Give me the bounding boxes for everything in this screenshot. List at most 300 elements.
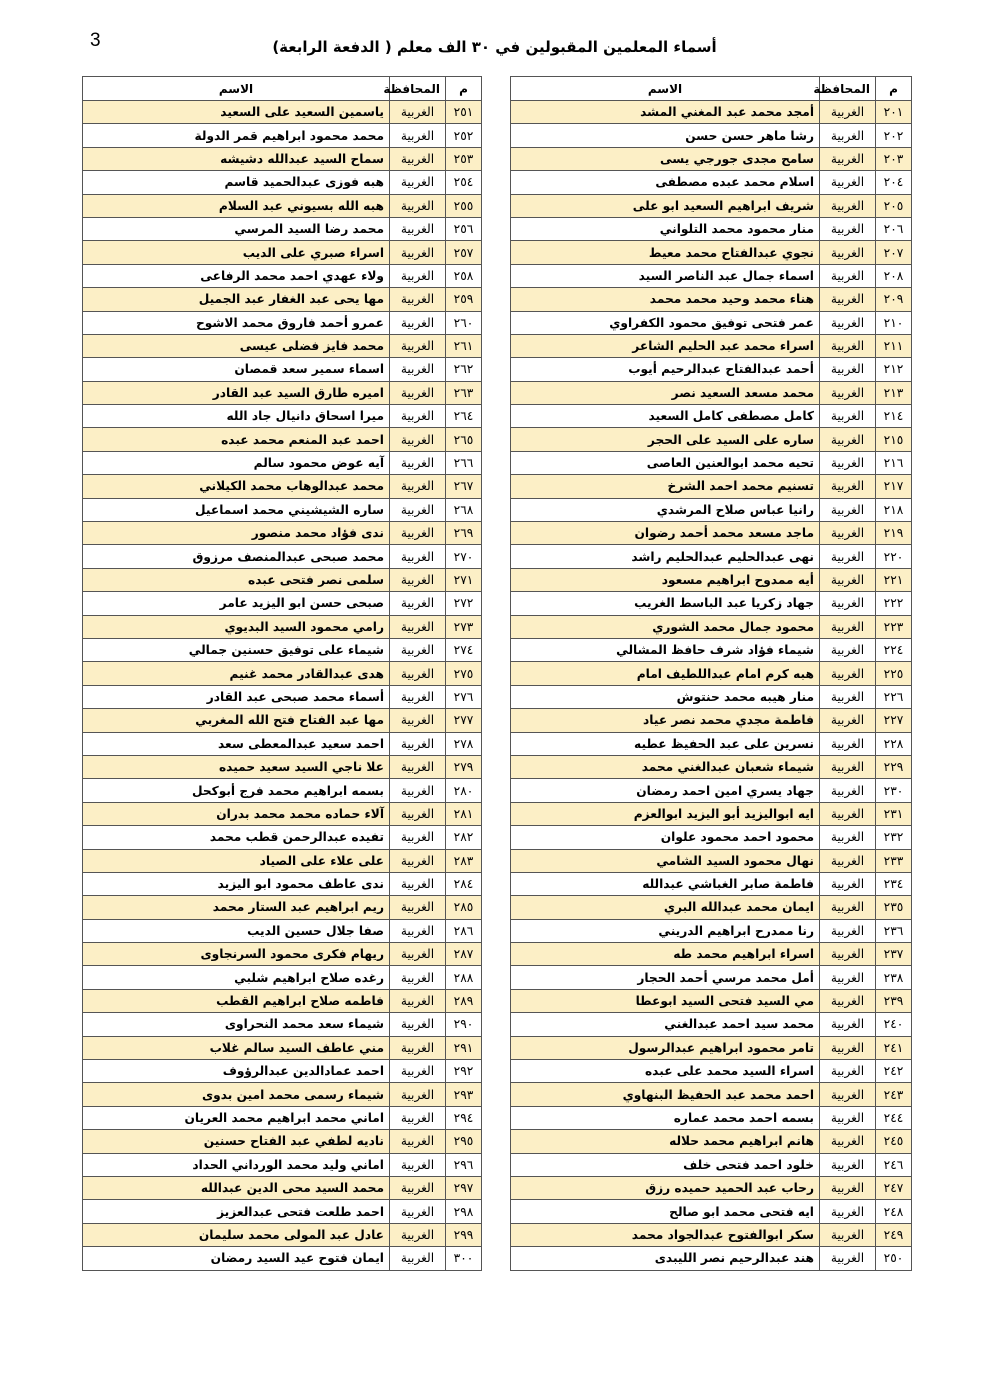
row-number: ٢٧٣ bbox=[446, 615, 482, 638]
table-row bbox=[83, 615, 482, 638]
row-number: ٢١٥ bbox=[876, 428, 912, 451]
row-name: مها يحى عبد الغفار عبد الجميل bbox=[83, 288, 390, 311]
table-row bbox=[511, 896, 912, 919]
table-row bbox=[511, 989, 912, 1012]
row-governorate: الغربية bbox=[820, 545, 876, 568]
row-name: منار هيبه محمد حنتوش bbox=[511, 685, 820, 708]
row-name: جهاد يسري امين احمد رمضان bbox=[511, 779, 820, 802]
row-governorate: الغربية bbox=[820, 1176, 876, 1199]
row-name: عادل عبد المولى محمد سليمان bbox=[83, 1223, 390, 1246]
table-row bbox=[511, 1247, 912, 1270]
row-number: ٢٠٧ bbox=[876, 241, 912, 264]
table-row bbox=[83, 919, 482, 942]
row-name: أمجد محمد عبد المغني المشد bbox=[511, 101, 820, 124]
row-number: ٢٤٦ bbox=[876, 1153, 912, 1176]
header-governorate: المحافظة bbox=[390, 77, 446, 101]
row-number: ٢٦٩ bbox=[446, 522, 482, 545]
row-name: ريهام فكرى محمود السرنجاوى bbox=[83, 943, 390, 966]
row-number: ٢٨٩ bbox=[446, 989, 482, 1012]
row-governorate: الغربية bbox=[820, 709, 876, 732]
row-governorate: الغربية bbox=[820, 1153, 876, 1176]
row-name: هبه فوزى عبدالحميد قاسم bbox=[83, 171, 390, 194]
row-governorate: الغربية bbox=[820, 872, 876, 895]
row-number: ٢٣٦ bbox=[876, 919, 912, 942]
row-governorate: الغربية bbox=[390, 1176, 446, 1199]
row-number: ٢٩٥ bbox=[446, 1130, 482, 1153]
row-governorate: الغربية bbox=[390, 241, 446, 264]
table-row bbox=[83, 755, 482, 778]
table-row bbox=[511, 943, 912, 966]
row-number: ٢٨٧ bbox=[446, 943, 482, 966]
row-governorate: الغربية bbox=[390, 264, 446, 287]
row-name: رغده صلاح ابراهيم شلبي bbox=[83, 966, 390, 989]
header-name: الاسم bbox=[511, 77, 820, 101]
row-number: ٢٩٢ bbox=[446, 1060, 482, 1083]
row-number: ٢٠٥ bbox=[876, 194, 912, 217]
row-governorate: الغربية bbox=[390, 124, 446, 147]
row-governorate: الغربية bbox=[820, 1060, 876, 1083]
table-row bbox=[511, 1200, 912, 1223]
row-number: ٢٢٤ bbox=[876, 638, 912, 661]
row-number: ٢٥٨ bbox=[446, 264, 482, 287]
row-number: ٢٢٣ bbox=[876, 615, 912, 638]
row-number: ٢٢١ bbox=[876, 568, 912, 591]
table-row bbox=[83, 896, 482, 919]
row-name: أحمد عبدالفتاح عبدالرحيم أيوب bbox=[511, 358, 820, 381]
row-name: محمود جمال محمد الشوري bbox=[511, 615, 820, 638]
row-governorate: الغربية bbox=[820, 522, 876, 545]
row-governorate: الغربية bbox=[820, 849, 876, 872]
row-name: ايه فتحى محمد ابو صالح bbox=[511, 1200, 820, 1223]
row-name: ساره الشيشيني محمد اسماعيل bbox=[83, 498, 390, 521]
row-governorate: الغربية bbox=[390, 826, 446, 849]
row-number: ٢٦٣ bbox=[446, 381, 482, 404]
row-governorate: الغربية bbox=[390, 194, 446, 217]
row-name: آلاء حماده محمد محمد بدران bbox=[83, 802, 390, 825]
row-number: ٢٦٨ bbox=[446, 498, 482, 521]
row-governorate: الغربية bbox=[390, 896, 446, 919]
row-number: ٢٤٤ bbox=[876, 1106, 912, 1129]
row-governorate: الغربية bbox=[390, 779, 446, 802]
table-row bbox=[511, 288, 912, 311]
row-name: اسراء محمد عبد الحليم الشاعر bbox=[511, 334, 820, 357]
row-number: ٢٠٤ bbox=[876, 171, 912, 194]
row-governorate: الغربية bbox=[820, 568, 876, 591]
table-row bbox=[511, 732, 912, 755]
row-governorate: الغربية bbox=[820, 779, 876, 802]
row-governorate: الغربية bbox=[820, 662, 876, 685]
row-name: محمد رضا السيد المرسي bbox=[83, 217, 390, 240]
table-row bbox=[83, 171, 482, 194]
row-name: اسماء سمير سعد قمصان bbox=[83, 358, 390, 381]
row-governorate: الغربية bbox=[390, 755, 446, 778]
table-row bbox=[83, 709, 482, 732]
row-name: أسماء محمد صبحى عبد القادر bbox=[83, 685, 390, 708]
row-number: ٢١٠ bbox=[876, 311, 912, 334]
row-number: ٢٩٧ bbox=[446, 1176, 482, 1199]
row-name: ولاء عهدي احمد محمد الرفاعى bbox=[83, 264, 390, 287]
row-governorate: الغربية bbox=[820, 428, 876, 451]
row-number: ٢١٣ bbox=[876, 381, 912, 404]
row-name: ايمان فتوح عيد السيد رمضان bbox=[83, 1247, 390, 1270]
table-row bbox=[511, 919, 912, 942]
row-name: ياسمين السعيد على السعيد bbox=[83, 101, 390, 124]
row-number: ٢٩٤ bbox=[446, 1106, 482, 1129]
row-name: فاطمة مجدي محمد نصر عياد bbox=[511, 709, 820, 732]
table-row bbox=[511, 592, 912, 615]
row-name: ريم ابراهيم عبد الستار محمد bbox=[83, 896, 390, 919]
row-number: ٢٥٥ bbox=[446, 194, 482, 217]
table-row bbox=[511, 194, 912, 217]
header-num: م bbox=[876, 77, 912, 101]
row-name: شيماء سعد محمد النحراوى bbox=[83, 1013, 390, 1036]
row-number: ٢٠١ bbox=[876, 101, 912, 124]
header-row bbox=[511, 77, 912, 101]
row-governorate: الغربية bbox=[820, 1036, 876, 1059]
row-governorate: الغربية bbox=[820, 475, 876, 498]
row-number: ٢١١ bbox=[876, 334, 912, 357]
row-name: اماني محمد ابراهيم محمد العريان bbox=[83, 1106, 390, 1129]
table-row bbox=[83, 194, 482, 217]
row-governorate: الغربية bbox=[390, 919, 446, 942]
row-name: هبه الله بسيوني عبد السلام bbox=[83, 194, 390, 217]
row-number: ٢٧٢ bbox=[446, 592, 482, 615]
row-name: ايمان محمد عبدالله البري bbox=[511, 896, 820, 919]
row-governorate: الغربية bbox=[820, 802, 876, 825]
row-governorate: الغربية bbox=[820, 989, 876, 1012]
row-number: ٢٣٨ bbox=[876, 966, 912, 989]
row-governorate: الغربية bbox=[390, 1013, 446, 1036]
table-row bbox=[511, 568, 912, 591]
page-number: 3 bbox=[90, 30, 101, 51]
table-row bbox=[83, 849, 482, 872]
table-row bbox=[83, 241, 482, 264]
row-name: محمد السيد محى الدين عبدالله bbox=[83, 1176, 390, 1199]
row-name: احمد عمادالدين عبدالرؤوف bbox=[83, 1060, 390, 1083]
row-number: ٢٤٩ bbox=[876, 1223, 912, 1246]
row-governorate: الغربية bbox=[820, 124, 876, 147]
table-row bbox=[511, 1223, 912, 1246]
row-name: فاطمة صابر الغباشي عبدالله bbox=[511, 872, 820, 895]
table-row bbox=[511, 1083, 912, 1106]
row-name: ميرا اسحاق دانيال جاد الله bbox=[83, 405, 390, 428]
row-governorate: الغربية bbox=[390, 1247, 446, 1270]
table-row bbox=[511, 334, 912, 357]
table-row bbox=[511, 405, 912, 428]
row-number: ٢٩٨ bbox=[446, 1200, 482, 1223]
row-number: ٢٢٠ bbox=[876, 545, 912, 568]
row-name: علا ناجي السيد سعيد حميده bbox=[83, 755, 390, 778]
table-row bbox=[511, 1036, 912, 1059]
table-row bbox=[511, 1176, 912, 1199]
row-governorate: الغربية bbox=[820, 943, 876, 966]
row-name: ندى فؤاد محمد منصور bbox=[83, 522, 390, 545]
table-row bbox=[83, 966, 482, 989]
row-name: هانم ابراهيم محمد حلاله bbox=[511, 1130, 820, 1153]
row-governorate: الغربية bbox=[390, 732, 446, 755]
row-name: نهى عبدالحليم عبدالحليم راشد bbox=[511, 545, 820, 568]
table-row bbox=[511, 966, 912, 989]
row-name: صبحى حسن ابو اليزيد عامر bbox=[83, 592, 390, 615]
row-number: ٢١٤ bbox=[876, 405, 912, 428]
row-number: ٢٨٤ bbox=[446, 872, 482, 895]
row-governorate: الغربية bbox=[390, 545, 446, 568]
row-governorate: الغربية bbox=[820, 241, 876, 264]
row-number: ٢٩٠ bbox=[446, 1013, 482, 1036]
row-number: ٢٨٠ bbox=[446, 779, 482, 802]
row-name: تامر محمود ابراهيم عبدالرسول bbox=[511, 1036, 820, 1059]
table-row bbox=[511, 1106, 912, 1129]
row-number: ٢٨٣ bbox=[446, 849, 482, 872]
row-governorate: الغربية bbox=[390, 405, 446, 428]
row-name: كامل مصطفى كامل السعيد bbox=[511, 405, 820, 428]
row-name: بسمه ابراهيم محمد فرج أبوكحل bbox=[83, 779, 390, 802]
row-name: نسرين على عبد الحفيظ عطيه bbox=[511, 732, 820, 755]
row-name: اسماء جمال عبد الناصر السيد bbox=[511, 264, 820, 287]
row-governorate: الغربية bbox=[390, 311, 446, 334]
table-row bbox=[511, 779, 912, 802]
row-governorate: الغربية bbox=[820, 638, 876, 661]
table-row bbox=[83, 217, 482, 240]
row-number: ٢٦٧ bbox=[446, 475, 482, 498]
table-row bbox=[83, 101, 482, 124]
row-number: ٢٩٣ bbox=[446, 1083, 482, 1106]
row-governorate: الغربية bbox=[390, 288, 446, 311]
row-number: ٢٠٢ bbox=[876, 124, 912, 147]
table-row bbox=[511, 381, 912, 404]
row-number: ٢٢٨ bbox=[876, 732, 912, 755]
row-name: ماجد مسعد محمد أحمد رضوان bbox=[511, 522, 820, 545]
row-name: عمرو أحمد فاروق محمد الاشوح bbox=[83, 311, 390, 334]
row-governorate: الغربية bbox=[390, 1106, 446, 1129]
row-number: ٢٣١ bbox=[876, 802, 912, 825]
row-name: احمد طلعت فتحى عبدالعزيز bbox=[83, 1200, 390, 1223]
table-row bbox=[83, 802, 482, 825]
row-number: ٢٤٨ bbox=[876, 1200, 912, 1223]
table-row bbox=[83, 826, 482, 849]
table-row bbox=[83, 522, 482, 545]
row-number: ٢٣٢ bbox=[876, 826, 912, 849]
row-governorate: الغربية bbox=[390, 498, 446, 521]
table-row bbox=[83, 475, 482, 498]
row-number: ٢٥٤ bbox=[446, 171, 482, 194]
row-number: ٢٠٦ bbox=[876, 217, 912, 240]
row-governorate: الغربية bbox=[390, 217, 446, 240]
row-number: ٢٥٣ bbox=[446, 147, 482, 170]
row-governorate: الغربية bbox=[820, 405, 876, 428]
row-name: رامي محمود السيد البديوي bbox=[83, 615, 390, 638]
row-number: ٢١٨ bbox=[876, 498, 912, 521]
row-name: هدى عبدالقادر محمد غنيم bbox=[83, 662, 390, 685]
table-row bbox=[511, 802, 912, 825]
table-row bbox=[511, 101, 912, 124]
row-governorate: الغربية bbox=[820, 1106, 876, 1129]
row-name: رنا ممدرح ابراهيم الدريني bbox=[511, 919, 820, 942]
table-row bbox=[83, 685, 482, 708]
row-governorate: الغربية bbox=[390, 709, 446, 732]
row-name: رانيا عباس صلاح المرشدي bbox=[511, 498, 820, 521]
row-name: أيه ممدوح ابراهيم مسعود bbox=[511, 568, 820, 591]
row-name: فاطمه صلاح ابراهيم القطب bbox=[83, 989, 390, 1012]
table-row bbox=[511, 171, 912, 194]
row-governorate: الغربية bbox=[390, 662, 446, 685]
row-name: رشا ماهر حسن حسن bbox=[511, 124, 820, 147]
table-row bbox=[83, 334, 482, 357]
table-row bbox=[83, 872, 482, 895]
row-number: ٢٥٠ bbox=[876, 1247, 912, 1270]
row-name: احمد محمد عبد الحفيظ البنهاوي bbox=[511, 1083, 820, 1106]
row-governorate: الغربية bbox=[390, 685, 446, 708]
table-row bbox=[83, 124, 482, 147]
row-name: اسراء السيد محمد على عبده bbox=[511, 1060, 820, 1083]
table-row bbox=[511, 1130, 912, 1153]
row-governorate: الغربية bbox=[390, 592, 446, 615]
row-name: محمد سيد احمد عبدالغني bbox=[511, 1013, 820, 1036]
row-governorate: الغربية bbox=[820, 966, 876, 989]
table-row bbox=[511, 755, 912, 778]
table-row bbox=[83, 1176, 482, 1199]
row-number: ٢١٢ bbox=[876, 358, 912, 381]
row-governorate: الغربية bbox=[390, 334, 446, 357]
row-number: ٢٨٥ bbox=[446, 896, 482, 919]
row-name: ندى عاطف محمود ابو اليزيد bbox=[83, 872, 390, 895]
table-row bbox=[511, 522, 912, 545]
table-row bbox=[511, 311, 912, 334]
row-name: تسنيم محمد احمد الشرخ bbox=[511, 475, 820, 498]
row-governorate: الغربية bbox=[820, 451, 876, 474]
row-number: ٢٨٨ bbox=[446, 966, 482, 989]
row-name: عمر فتحى توفيق محمود الكفراوي bbox=[511, 311, 820, 334]
row-number: ٢٥٢ bbox=[446, 124, 482, 147]
row-name: نجوي عبدالفتاح محمد معيط bbox=[511, 241, 820, 264]
row-name: شيماء فؤاد شرف حافظ المشالي bbox=[511, 638, 820, 661]
row-number: ٢٨٢ bbox=[446, 826, 482, 849]
row-number: ٢٦١ bbox=[446, 334, 482, 357]
table-row bbox=[511, 638, 912, 661]
table-row bbox=[511, 1013, 912, 1036]
row-name: شيماء رسمى محمد امين بدوى bbox=[83, 1083, 390, 1106]
table-row bbox=[511, 124, 912, 147]
row-number: ٢٥١ bbox=[446, 101, 482, 124]
row-name: ايه ابواليزيد أبو اليزيد ابوالعزم bbox=[511, 802, 820, 825]
row-name: سلمى نصر فتحى عبده bbox=[83, 568, 390, 591]
table-row bbox=[83, 568, 482, 591]
row-governorate: الغربية bbox=[390, 849, 446, 872]
row-number: ٢٦٥ bbox=[446, 428, 482, 451]
row-name: اماني وليد محمد الورداني الحداد bbox=[83, 1153, 390, 1176]
row-name: على علاء على الصياد bbox=[83, 849, 390, 872]
row-name: هناء محمد وحيد محمد محمد bbox=[511, 288, 820, 311]
row-name: احمد عبد المنعم محمد عبده bbox=[83, 428, 390, 451]
row-governorate: الغربية bbox=[390, 568, 446, 591]
table-row bbox=[511, 1153, 912, 1176]
header-name: الاسم bbox=[83, 77, 390, 101]
row-governorate: الغربية bbox=[820, 826, 876, 849]
row-name: شيماء شعبان عبدالغني محمد bbox=[511, 755, 820, 778]
row-governorate: الغربية bbox=[390, 475, 446, 498]
table-row bbox=[83, 1036, 482, 1059]
row-number: ٢٥٦ bbox=[446, 217, 482, 240]
row-number: ٢٤١ bbox=[876, 1036, 912, 1059]
row-name: تحيه محمد ابوالعنين العاصى bbox=[511, 451, 820, 474]
row-governorate: الغربية bbox=[820, 615, 876, 638]
table-row bbox=[511, 147, 912, 170]
table-row bbox=[83, 1223, 482, 1246]
row-number: ٢٢٢ bbox=[876, 592, 912, 615]
row-number: ٢٧٨ bbox=[446, 732, 482, 755]
table-row bbox=[83, 451, 482, 474]
row-name: اميره طارق السيد عبد القادر bbox=[83, 381, 390, 404]
row-governorate: الغربية bbox=[390, 147, 446, 170]
row-number: ٢٧٤ bbox=[446, 638, 482, 661]
row-name: أمل محمد مرسي أحمد الحجار bbox=[511, 966, 820, 989]
header-governorate: المحافظة bbox=[820, 77, 876, 101]
row-number: ٢٧١ bbox=[446, 568, 482, 591]
table-row bbox=[511, 358, 912, 381]
row-name: شيماء على توفيق حسنين جمالي bbox=[83, 638, 390, 661]
row-number: ٢٥٧ bbox=[446, 241, 482, 264]
table-row bbox=[83, 779, 482, 802]
row-name: اسراء ابراهيم محمد طه bbox=[511, 943, 820, 966]
row-governorate: الغربية bbox=[820, 755, 876, 778]
header-num: م bbox=[446, 77, 482, 101]
table-row bbox=[83, 662, 482, 685]
row-governorate: الغربية bbox=[390, 522, 446, 545]
row-name: هند عبدالرحيم نصر الليبدى bbox=[511, 1247, 820, 1270]
row-name: احمد سعيد عبدالمعطى سعد bbox=[83, 732, 390, 755]
row-number: ٢٢٩ bbox=[876, 755, 912, 778]
table-row bbox=[83, 638, 482, 661]
row-governorate: الغربية bbox=[820, 1223, 876, 1246]
row-name: منار محمود محمد التلواني bbox=[511, 217, 820, 240]
table-row bbox=[83, 732, 482, 755]
table-row bbox=[511, 264, 912, 287]
row-number: ٢٠٨ bbox=[876, 264, 912, 287]
row-name: خلود احمد فتحى خلف bbox=[511, 1153, 820, 1176]
table-row bbox=[83, 1247, 482, 1270]
row-governorate: الغربية bbox=[390, 358, 446, 381]
table-row bbox=[83, 147, 482, 170]
row-governorate: الغربية bbox=[820, 1247, 876, 1270]
row-number: ٢٥٩ bbox=[446, 288, 482, 311]
row-governorate: الغربية bbox=[820, 147, 876, 170]
row-name: محمد محمود ابراهيم قمر الدولة bbox=[83, 124, 390, 147]
row-number: ٢٧٥ bbox=[446, 662, 482, 685]
table-row bbox=[83, 989, 482, 1012]
row-name: هبه كرم امام عبداللطيف امام bbox=[511, 662, 820, 685]
table-row bbox=[83, 288, 482, 311]
row-governorate: الغربية bbox=[390, 101, 446, 124]
row-governorate: الغربية bbox=[820, 1130, 876, 1153]
table-row bbox=[511, 451, 912, 474]
row-number: ٢٤٧ bbox=[876, 1176, 912, 1199]
table-row bbox=[83, 943, 482, 966]
table-row bbox=[83, 498, 482, 521]
row-governorate: الغربية bbox=[820, 592, 876, 615]
row-governorate: الغربية bbox=[820, 334, 876, 357]
table-row bbox=[83, 405, 482, 428]
row-number: ٢٣٣ bbox=[876, 849, 912, 872]
row-number: ٢٦٢ bbox=[446, 358, 482, 381]
row-governorate: الغربية bbox=[390, 872, 446, 895]
row-governorate: الغربية bbox=[820, 896, 876, 919]
row-name: محمود احمد محمود علوان bbox=[511, 826, 820, 849]
row-governorate: الغربية bbox=[390, 943, 446, 966]
row-name: نهال محمود السيد الشامي bbox=[511, 849, 820, 872]
row-governorate: الغربية bbox=[390, 1200, 446, 1223]
row-number: ٢٣٥ bbox=[876, 896, 912, 919]
row-number: ٢٣٤ bbox=[876, 872, 912, 895]
